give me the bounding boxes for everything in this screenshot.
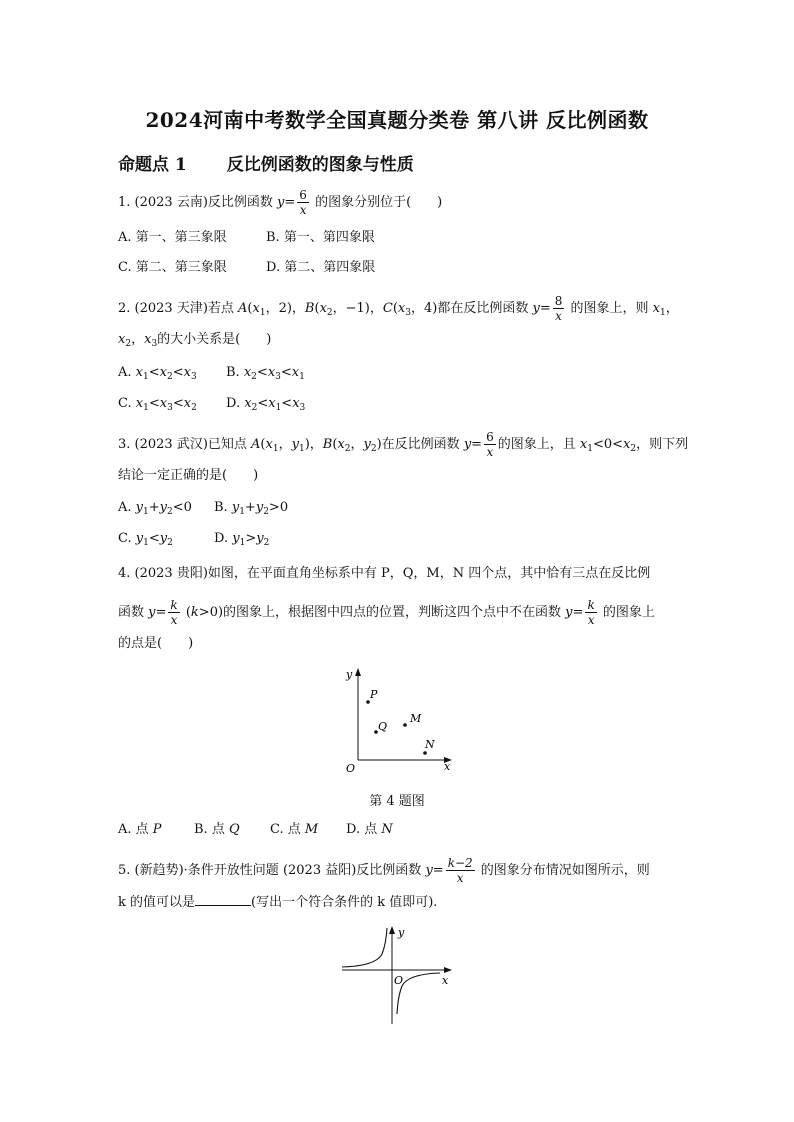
q1-fraction	[297, 188, 309, 217]
q2-denominator: x	[555, 309, 562, 323]
q2-options-row-2	[118, 394, 305, 418]
q5-y-label: y	[398, 926, 405, 939]
q2-fraction	[553, 294, 565, 323]
q1-eq: =	[284, 195, 296, 210]
q3-option-b[interactable]: B. $y_1+y_2>0$	[214, 500, 289, 517]
q5-answer-blank[interactable]	[195, 893, 251, 906]
q5-suffix: 的图象分布情况如图所示，则	[476, 863, 650, 878]
q1-option-a[interactable]: A. 第一、第三象限	[118, 230, 227, 245]
q4-figure-caption: 第 4 题图	[369, 794, 425, 809]
q1-numerator: 6	[299, 188, 307, 202]
q4-label-q: Q	[378, 720, 388, 733]
q2-line2: 的大小关系是( )	[157, 332, 272, 347]
q3-denominator: x	[486, 445, 494, 459]
section-name: 反比例函数的图象与性质	[226, 155, 414, 175]
q4-fraction-1	[168, 598, 179, 627]
q5-y-arrow-icon	[389, 926, 395, 934]
q4-option-a[interactable]: A. 点 P	[118, 822, 162, 837]
page-title: 2024河南中考数学全国真题分类卷 第八讲 反比例函数	[145, 108, 649, 132]
q3-options-row-2	[118, 529, 269, 553]
q4-x-label: x	[444, 760, 451, 773]
q5-prefix: 5. (新趋势)·条件开放性问题 (2023 益阳)反比例函数	[118, 863, 426, 878]
q1-option-d[interactable]: D. 第二、第四象限	[266, 260, 376, 275]
question-5: 5. (新趋势)·条件开放性问题 (2023 益阳)反比例函数 y= $\frac{k-2}{x}$ 的图象分布情况如图所示，则	[118, 856, 650, 885]
question-3-line-2: 结论一定正确的是( )	[118, 468, 259, 483]
q4-options-row	[118, 820, 393, 840]
q5-line2-pre: k 的值可以是	[118, 895, 196, 910]
q4-figure	[330, 660, 460, 780]
q3-option-d[interactable]: D. $y_1>y_2$	[214, 531, 270, 548]
q4-label-n: N	[425, 738, 435, 751]
q5-line2-post: (写出一个符合条件的 k 值即可).	[251, 895, 438, 910]
q5-x-arrow-icon	[444, 967, 452, 973]
q1-suffix: 的图象分别位于( )	[310, 195, 443, 210]
q4-option-b[interactable]: B. 点 Q	[194, 822, 240, 837]
q4-numerator-2: k	[587, 598, 595, 612]
section-heading	[118, 150, 414, 175]
q5-curve-upper-left	[342, 928, 387, 967]
q4-label-m: M	[410, 712, 422, 725]
q4-numerator-1: k	[170, 598, 178, 612]
question-2: 2. (2023 天津)若点 $A(x_1$，2)，$B(x_2$，−1)，$C(x_3$，4)都在反比例函数 y= $\frac{8}{x}$ 的图象上，则 $x_1$，	[118, 294, 679, 323]
question-4-line-3: 的点是( )	[118, 636, 194, 651]
question-2-line-2: $x_2$，$x_3$的大小关系是( )	[118, 332, 272, 349]
q4-point-n	[423, 751, 427, 755]
q4-label-p: P	[370, 688, 378, 701]
q1-denominator: x	[299, 203, 307, 217]
question-5-line-2	[118, 893, 437, 913]
q3-options-row-1	[118, 498, 288, 522]
q1-prefix: 1. (2023 云南)反比例函数	[118, 195, 278, 210]
q2-option-b[interactable]: B. $x_2<x_3<x_1$	[226, 365, 305, 382]
question-3: 3. (2023 武汉)已知点 $A(x_1$，$y_1$)，$B(x_2$，$y_2$)在反比例函数 y= $\frac{6}{x}$ 的图象上，且 $x_1<0<x_2$，则下列	[118, 430, 689, 459]
q4-option-c[interactable]: C. 点 M	[270, 822, 319, 837]
q3-numerator: 6	[486, 430, 494, 444]
q1-options-row-1	[118, 228, 375, 248]
q1-func-var: y	[277, 195, 285, 210]
question-4-line-2: 函数 y= $\frac{k}{x}$ (k>0)的图象上，根据图中四点的位置，判断这四个点中不在函数 y= $\frac{k}{x}$ 的图象上	[118, 598, 655, 627]
q5-denominator: x	[456, 871, 464, 885]
q5-curve-lower-right	[397, 973, 440, 1014]
q3-fraction	[484, 430, 496, 459]
q2-option-a[interactable]: A. $x_1<x_2<x_3$	[118, 365, 197, 382]
q1-options-row-2	[118, 258, 375, 278]
q5-fraction	[446, 856, 475, 885]
q2-option-c[interactable]: C. $x_1<x_3<x_2$	[118, 396, 197, 413]
q1-option-c[interactable]: C. 第二、第三象限	[118, 260, 227, 275]
q5-figure	[336, 920, 460, 1030]
q4-point-m	[403, 723, 407, 727]
q5-x-label: x	[442, 974, 449, 987]
q1-option-b[interactable]: B. 第一、第四象限	[266, 230, 375, 245]
q2-options-row-1	[118, 363, 305, 387]
q3-option-c[interactable]: C. $y_1<y_2$	[118, 531, 173, 548]
q4-y-arrow-icon	[355, 668, 361, 676]
q5-origin-label: O	[394, 974, 404, 987]
section-label: 命题点 1	[118, 155, 187, 175]
q4-option-d[interactable]: D. 点 N	[346, 822, 393, 837]
question-1	[118, 188, 442, 217]
q5-numerator: k−2	[447, 856, 473, 870]
q4-y-label: y	[346, 668, 353, 681]
q2-numerator: 8	[554, 294, 563, 308]
q3-option-a[interactable]: A. $y_1+y_2<0$	[118, 500, 192, 517]
question-4: 4. (2023 贵阳)如图，在平面直角坐标系中有 P，Q，M，N 四个点，其中恰有三点在反比例	[118, 566, 651, 581]
q2-option-d[interactable]: D. $x_2<x_1<x_3$	[226, 396, 306, 413]
q4-fraction-2	[585, 598, 596, 627]
q4-denominator-1: x	[170, 613, 178, 627]
q4-denominator-2: x	[587, 613, 595, 627]
q4-origin-label: O	[346, 762, 356, 775]
